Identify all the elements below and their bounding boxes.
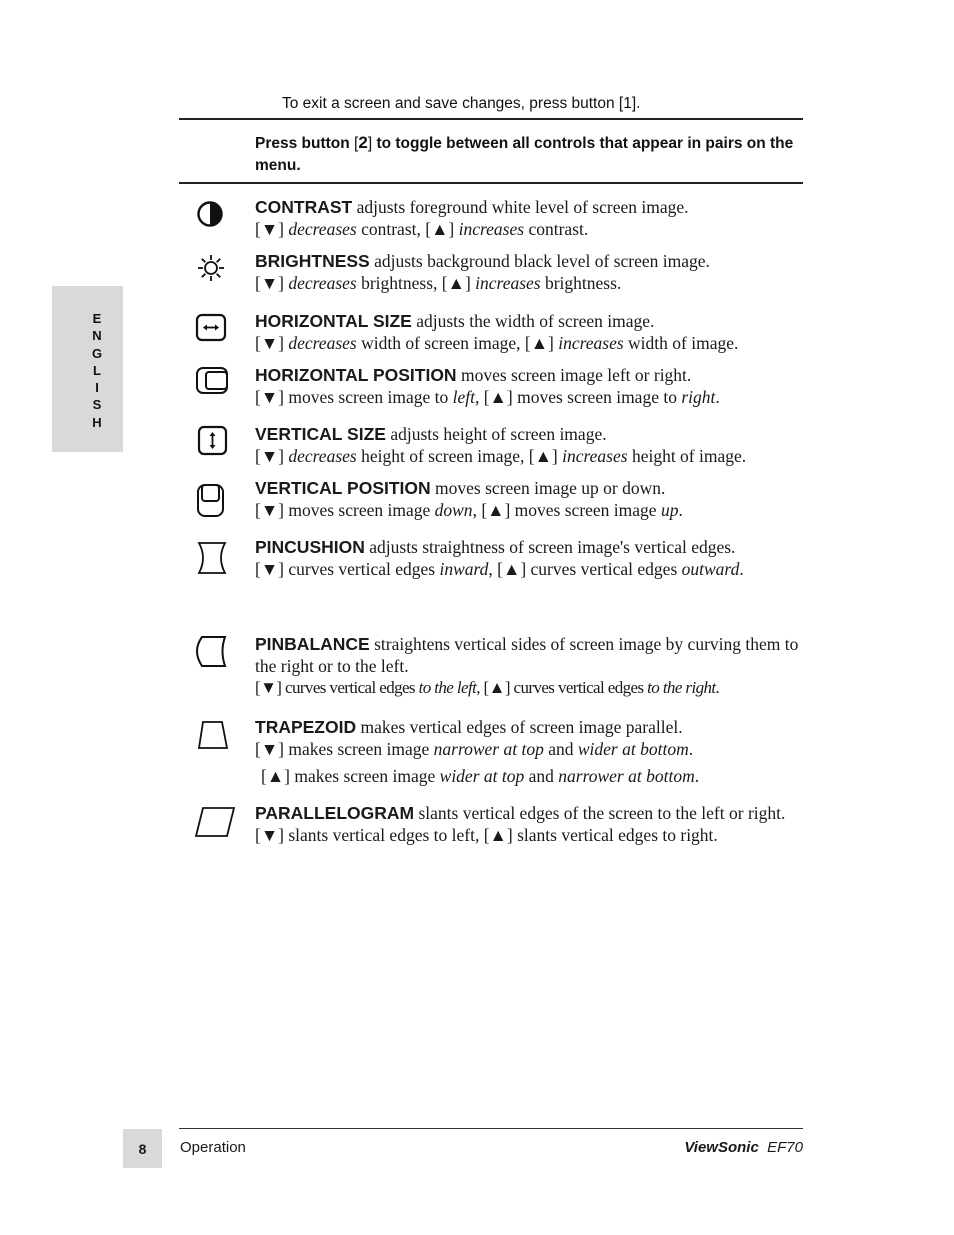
language-letter: L	[93, 362, 101, 378]
toggle-text: to toggle between all controls that appear in pairs on the menu.	[255, 135, 794, 174]
control-name: TRAPEZOID	[255, 717, 357, 737]
control-description: slants vertical edges of the screen to the left or right.	[414, 803, 786, 823]
up-arrow-icon: ▲	[534, 446, 552, 466]
vertical-size-entry	[255, 423, 803, 467]
model-name: EF70	[767, 1139, 803, 1156]
footer-rule	[179, 1128, 803, 1129]
control-adjustment: [▼] moves screen image to left, [▲] moves screen image to right.	[255, 387, 720, 407]
down-arrow-icon: ▼	[260, 219, 279, 239]
down-arrow-icon: ▼	[260, 273, 279, 293]
up-arrow-icon: ▲	[530, 333, 549, 353]
brand-name: ViewSonic	[684, 1139, 759, 1156]
toggle-instruction	[255, 132, 795, 177]
product-name	[684, 1139, 803, 1156]
toggle-text: Press button	[255, 135, 355, 152]
control-name: VERTICAL POSITION	[255, 478, 431, 498]
down-arrow-icon: ▼	[260, 387, 279, 407]
down-arrow-icon: ▼	[260, 825, 279, 845]
down-arrow-icon: ▼	[260, 333, 279, 353]
bracket: [	[354, 135, 359, 152]
horizontal-size-icon	[195, 313, 227, 343]
control-name: VERTICAL SIZE	[255, 424, 386, 444]
control-name: CONTRAST	[255, 197, 353, 217]
control-name: BRIGHTNESS	[255, 251, 370, 271]
control-name: HORIZONTAL POSITION	[255, 365, 457, 385]
contrast-entry	[255, 196, 803, 240]
pincushion-icon	[196, 541, 228, 575]
bracket: ]	[367, 135, 373, 152]
control-adjustment-up: [▲] makes screen image wider at top and narrower at bottom.	[261, 766, 700, 786]
horizontal-size-entry	[255, 310, 803, 354]
header-rule	[179, 182, 803, 184]
brightness-sun-icon	[196, 253, 226, 283]
control-adjustment: [▼] decreases contrast, [▲] increases contrast.	[255, 219, 589, 239]
control-description: adjusts background black level of screen image.	[369, 251, 710, 271]
parallelogram-entry	[255, 802, 803, 846]
vertical-position-icon	[196, 482, 226, 518]
contrast-icon	[196, 200, 224, 228]
exit-instruction: To exit a screen and save changes, press button [1].	[282, 95, 641, 112]
up-arrow-icon: ▲	[489, 387, 507, 407]
control-adjustment-down: [▼] makes screen image narrower at top and wider at bottom.	[255, 739, 694, 759]
control-description: adjusts foreground white level of screen image.	[352, 197, 689, 217]
language-tab-letters	[52, 310, 142, 431]
control-adjustment: [▼] decreases height of screen image, [▲] increases height of image.	[255, 446, 747, 466]
language-letter: I	[95, 380, 99, 396]
page-number: 8	[123, 1129, 162, 1168]
down-arrow-icon: ▼	[260, 678, 277, 697]
trapezoid-icon	[196, 719, 230, 751]
pinbalance-entry	[255, 633, 803, 699]
control-description: moves screen image up or down.	[430, 478, 666, 498]
control-adjustment: [▼] curves vertical edges inward, [▲] curves vertical edges outward.	[255, 559, 744, 579]
control-description: straightens vertical sides of screen image by curving them to the right or to the left.	[255, 634, 799, 676]
brightness-entry	[255, 250, 803, 294]
control-description: adjusts height of screen image.	[385, 424, 607, 444]
down-arrow-icon: ▼	[260, 559, 279, 579]
control-name: PINBALANCE	[255, 634, 370, 654]
control-adjustment: [▼] slants vertical edges to left, [▲] slants vertical edges to right.	[255, 825, 718, 845]
up-arrow-icon: ▲	[503, 559, 521, 579]
control-adjustment: [▼] moves screen image down, [▲] moves screen image up.	[255, 500, 683, 520]
down-arrow-icon: ▼	[260, 500, 279, 520]
language-letter: N	[92, 328, 102, 344]
up-arrow-icon: ▲	[431, 219, 449, 239]
control-adjustment: [▼] decreases brightness, [▲] increases brightness.	[255, 273, 622, 293]
up-arrow-icon: ▲	[447, 273, 465, 293]
up-arrow-icon: ▲	[489, 825, 507, 845]
pincushion-entry	[255, 536, 803, 580]
down-arrow-icon: ▼	[260, 739, 279, 759]
vertical-size-icon	[197, 425, 229, 457]
control-adjustment: [▼] decreases width of screen image, [▲] increases width of image.	[255, 333, 739, 353]
button-number: 2	[358, 133, 368, 152]
language-letter: S	[92, 397, 102, 413]
control-description: adjusts the width of screen image.	[411, 311, 655, 331]
horizontal-position-icon	[195, 366, 231, 396]
up-arrow-icon: ▲	[488, 678, 505, 697]
control-name: PINCUSHION	[255, 537, 365, 557]
up-arrow-icon: ▲	[266, 766, 285, 786]
control-name: HORIZONTAL SIZE	[255, 311, 412, 331]
horizontal-position-entry	[255, 364, 803, 408]
trapezoid-entry	[255, 716, 803, 787]
language-letter: H	[92, 414, 102, 430]
language-letter: E	[92, 311, 102, 326]
up-arrow-icon: ▲	[487, 500, 505, 520]
top-rule	[179, 118, 803, 120]
pinbalance-icon	[194, 635, 228, 669]
language-letter: G	[91, 345, 103, 361]
control-description: makes vertical edges of screen image parallel.	[356, 717, 683, 737]
parallelogram-icon	[193, 806, 237, 840]
control-description: moves screen image left or right.	[456, 365, 692, 385]
control-adjustment: [▼] curves vertical edges to the left, [▲] curves vertical edges to the right.	[255, 678, 720, 697]
section-name: Operation	[180, 1139, 246, 1156]
vertical-position-entry	[255, 477, 803, 521]
control-description: adjusts straightness of screen image's vertical edges.	[364, 537, 736, 557]
down-arrow-icon: ▼	[260, 446, 279, 466]
language-tab	[52, 286, 123, 452]
control-name: PARALLELOGRAM	[255, 803, 415, 823]
